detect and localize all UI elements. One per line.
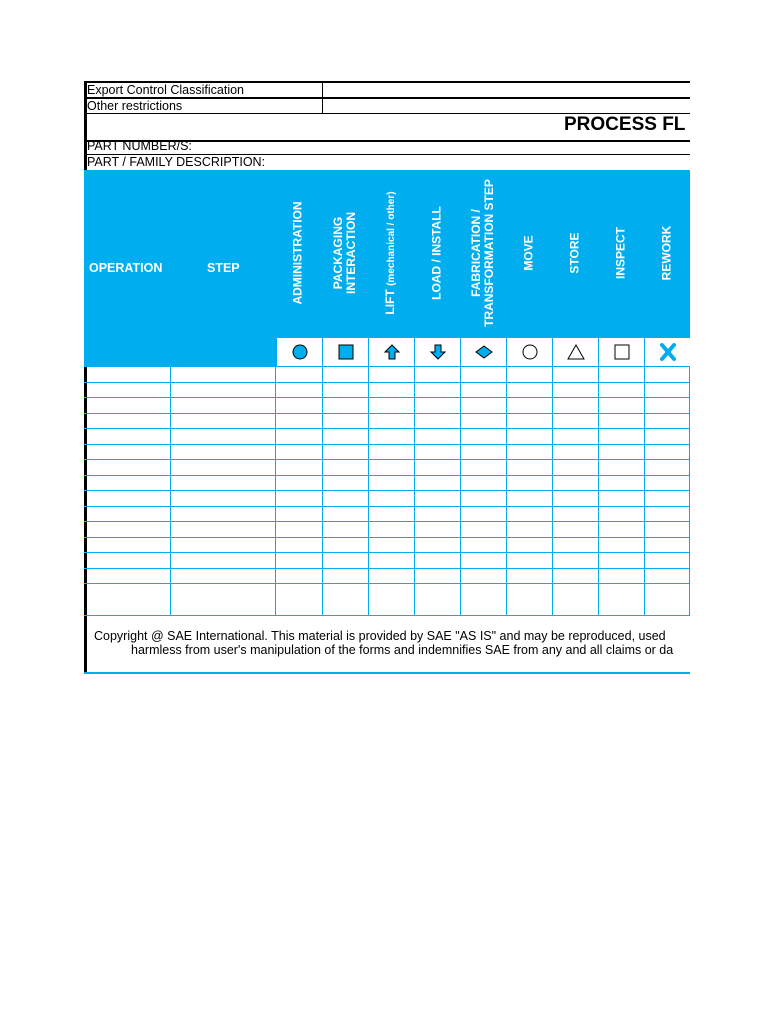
x-icon xyxy=(659,342,677,362)
filled-circle-icon xyxy=(291,343,309,361)
table-row xyxy=(84,397,690,398)
column-divider xyxy=(368,367,369,615)
symbol-cell-inspect xyxy=(598,338,645,366)
table-row xyxy=(84,506,690,507)
part-number-label: PART NUMBER/S: xyxy=(87,139,192,153)
table-row xyxy=(84,583,690,584)
table-row xyxy=(84,382,690,383)
column-header-move: MOVE xyxy=(521,235,536,271)
column-header-step: STEP xyxy=(207,261,240,275)
symbol-cell-administration xyxy=(276,338,323,366)
table-row xyxy=(84,413,690,414)
process-flow-table xyxy=(84,367,690,615)
column-divider xyxy=(506,367,507,615)
table-row xyxy=(84,537,690,538)
table-row xyxy=(84,521,690,522)
symbol-cell-move xyxy=(506,338,553,366)
export-control-label: Export Control Classification xyxy=(87,83,245,97)
page-title: PROCESS FL xyxy=(564,114,686,135)
table-row xyxy=(84,490,690,491)
symbol-cell-rework xyxy=(644,338,691,366)
copyright-line-2: harmless from user's manipulation of the forms and indemnifies SAE from any and all claims or da xyxy=(131,643,674,657)
table-row xyxy=(84,444,690,445)
table-row xyxy=(84,475,690,476)
table-row xyxy=(84,428,690,429)
family-description-label: PART / FAMILY DESCRIPTION: xyxy=(87,155,266,169)
column-divider xyxy=(552,367,553,615)
other-restrictions-label: Other restrictions xyxy=(87,99,183,113)
divider-label-value xyxy=(322,81,323,114)
copyright-line-1: Copyright @ SAE International. This material is provided by SAE "AS IS" and may be reproduced, used xyxy=(94,629,666,643)
column-divider xyxy=(170,367,171,615)
open-circle-icon xyxy=(521,343,539,361)
column-header-operation: OPERATION xyxy=(89,261,163,275)
symbol-cell-packaging xyxy=(322,338,369,366)
right-clip xyxy=(690,60,768,700)
column-header-packaging-interaction: PACKAGING INTERACTION xyxy=(331,212,358,294)
column-header-load-install: LOAD / INSTALL xyxy=(429,206,444,300)
column-divider xyxy=(598,367,599,615)
column-header-fabrication: FABRICATION / TRANSFORMATION STEP xyxy=(469,179,496,327)
diamond-icon xyxy=(475,345,493,359)
symbol-cell-fabrication xyxy=(460,338,507,366)
column-divider xyxy=(322,367,323,615)
down-arrow-icon xyxy=(429,343,447,361)
symbol-cell-load xyxy=(414,338,461,366)
column-divider xyxy=(414,367,415,615)
column-header-store: STORE xyxy=(567,232,582,274)
column-header-lift: LIFT (mechanical / other) xyxy=(383,191,397,315)
column-header-administration: ADMINISTRATION xyxy=(290,201,305,305)
table-row xyxy=(84,459,690,460)
up-arrow-icon xyxy=(383,343,401,361)
table-row xyxy=(84,568,690,569)
copyright-notice xyxy=(84,615,690,674)
open-square-icon xyxy=(613,343,631,361)
column-header-rework: REWORK xyxy=(659,225,674,281)
symbol-cell-lift xyxy=(368,338,415,366)
column-divider xyxy=(460,367,461,615)
column-header-inspect: INSPECT xyxy=(613,226,628,280)
triangle-icon xyxy=(566,343,586,361)
column-divider xyxy=(644,367,645,615)
column-divider xyxy=(275,367,276,615)
table-row xyxy=(84,552,690,553)
symbol-cell-store xyxy=(552,338,599,366)
filled-square-icon xyxy=(337,343,355,361)
